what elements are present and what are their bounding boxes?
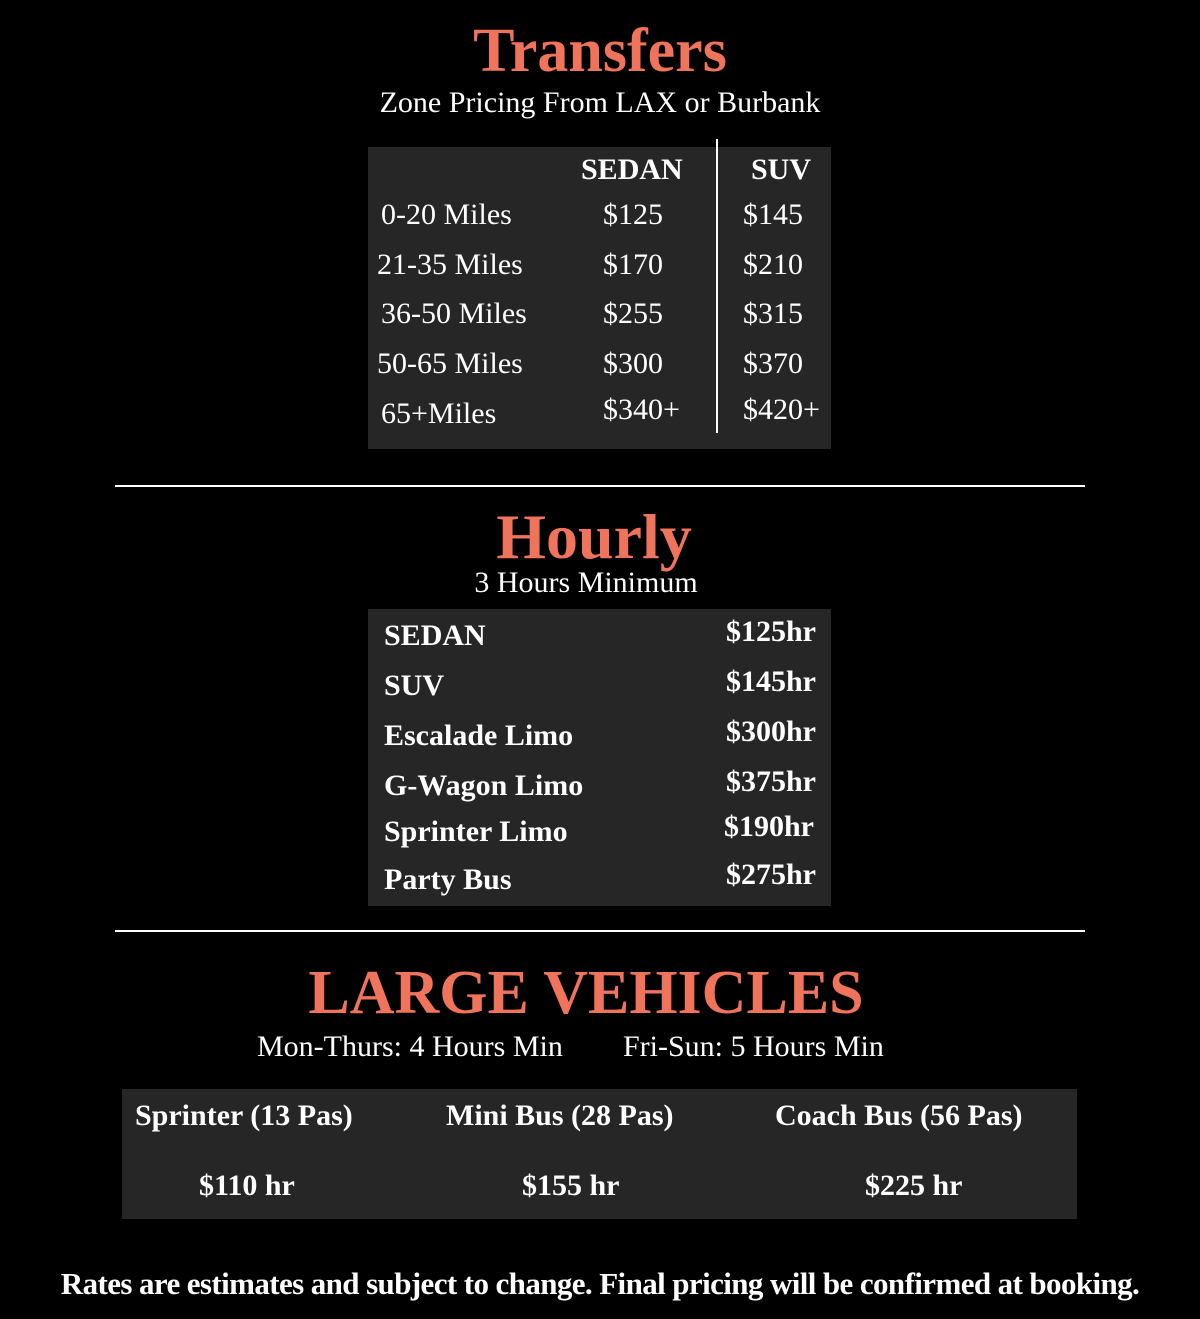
hourly-vehicle: SEDAN	[384, 619, 486, 652]
hourly-vehicle: Escalade Limo	[384, 719, 574, 752]
large-vehicle-name: Sprinter (13 Pas)	[135, 1099, 353, 1132]
pricing-disclaimer: Rates are estimates and subject to change. Final pricing will be confirmed at booking.	[60, 1266, 1140, 1301]
large-vehicle-name: Coach Bus (56 Pas)	[775, 1099, 1023, 1132]
hourly-rate: $275hr	[726, 858, 816, 891]
transfers-zone: 0-20 Miles	[381, 198, 512, 231]
hourly-rate: $145hr	[726, 665, 816, 698]
hourly-vehicle: Party Bus	[384, 863, 512, 896]
transfers-header-suv: SUV	[751, 153, 812, 186]
transfers-zone: 36-50 Miles	[381, 297, 527, 330]
large-vehicle-rate: $225 hr	[865, 1169, 963, 1202]
transfers-suv-price: $370	[743, 347, 803, 380]
transfers-subtitle: Zone Pricing From LAX or Burbank	[379, 86, 821, 119]
hourly-rate: $125hr	[726, 615, 816, 648]
transfers-sedan-price: $125	[603, 198, 663, 231]
hourly-rate: $190hr	[724, 810, 814, 843]
large-vehicles-min-weekday: Mon-Thurs: 4 Hours Min	[257, 1030, 563, 1063]
large-vehicle-name: Mini Bus (28 Pas)	[446, 1099, 674, 1132]
transfers-sedan-price: $300	[603, 347, 663, 380]
hourly-rate: $375hr	[726, 765, 816, 798]
large-vehicle-rate: $155 hr	[522, 1169, 620, 1202]
transfers-sedan-price: $170	[603, 248, 663, 281]
transfers-zone: 50-65 Miles	[377, 347, 523, 380]
transfers-suv-price: $210	[743, 248, 803, 281]
large-vehicles-title: LARGE VEHICLES	[308, 959, 864, 1027]
large-vehicles-pricing-table	[122, 1089, 1077, 1219]
hourly-subtitle: 3 Hours Minimum	[474, 566, 698, 599]
section-divider	[115, 485, 1085, 487]
hourly-title: Hourly	[496, 501, 692, 572]
transfers-title: Transfers	[473, 17, 727, 85]
transfers-zone: 65+Miles	[381, 397, 497, 430]
large-vehicle-rate: $110 hr	[199, 1169, 295, 1202]
section-divider	[115, 930, 1085, 932]
transfers-suv-price: $315	[743, 297, 803, 330]
transfers-zone: 21-35 Miles	[377, 248, 523, 281]
transfers-column-divider	[716, 139, 718, 433]
transfers-sedan-price: $340+	[603, 393, 680, 426]
transfers-sedan-price: $255	[603, 297, 663, 330]
hourly-vehicle: SUV	[384, 669, 445, 702]
transfers-suv-price: $145	[743, 198, 803, 231]
transfers-header-sedan: SEDAN	[581, 153, 683, 186]
large-vehicles-min-weekend: Fri-Sun: 5 Hours Min	[623, 1030, 884, 1063]
hourly-vehicle: G-Wagon Limo	[384, 769, 584, 802]
hourly-pricing-table	[368, 609, 831, 906]
transfers-pricing-table	[368, 147, 831, 449]
hourly-rate: $300hr	[726, 715, 816, 748]
transfers-suv-price: $420+	[743, 393, 820, 426]
hourly-vehicle: Sprinter Limo	[384, 815, 568, 848]
